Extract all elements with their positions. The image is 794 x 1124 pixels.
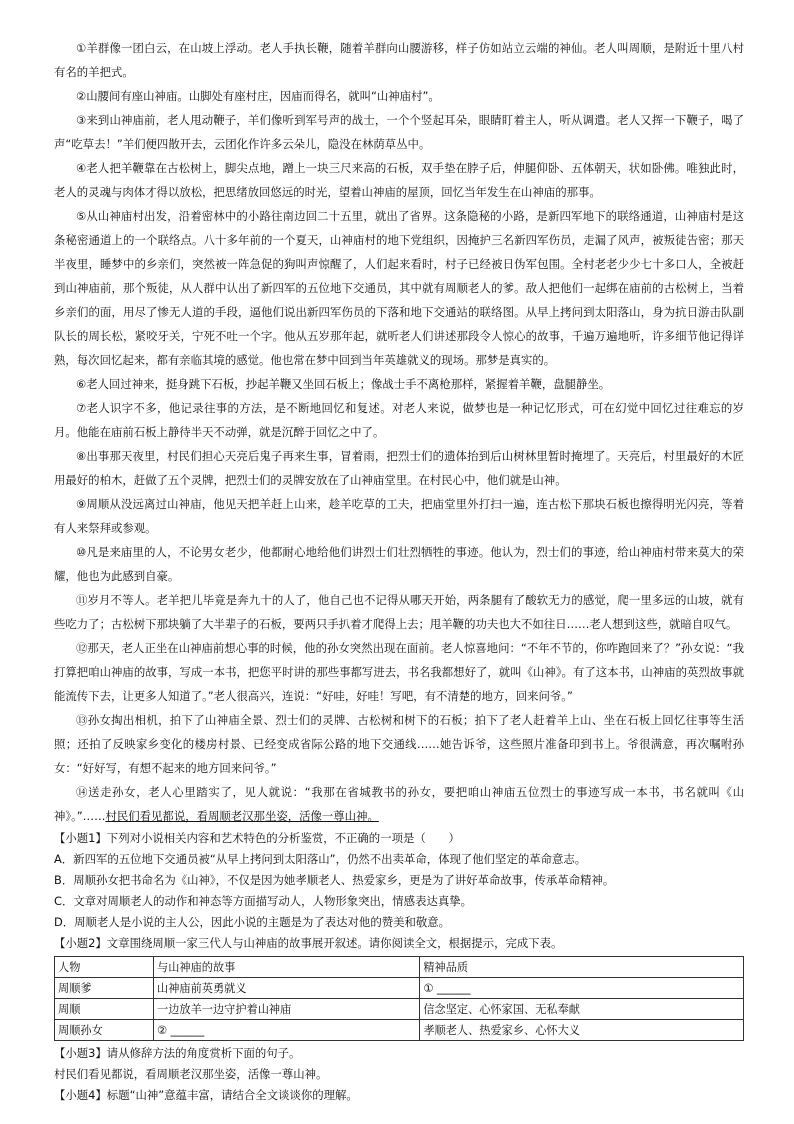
table-cell: 一边放羊一边守护着山神庙 bbox=[154, 999, 420, 1020]
table-row bbox=[55, 999, 744, 1020]
answer-blank-2[interactable]: ② ______ bbox=[154, 1020, 420, 1041]
table-cell: 周顺 bbox=[55, 999, 154, 1020]
answer-blank-1[interactable]: ① ______ bbox=[420, 978, 744, 999]
table-header-cell: 人物 bbox=[55, 957, 154, 978]
table-cell: 孝顺老人、热爱家乡、心怀大义 bbox=[420, 1020, 744, 1041]
passage-paragraph-3: ③来到山神庙前，老人甩动鞭子，羊们像听到军号声的战士，一个个竖起耳朵，眼睛盯着主人，听从调遣。老人又挥一下鞭子，喝了声“吃草去！”羊们便四散开去，云团化作许多云朵儿，隐没在林荫草丛中。 bbox=[54, 113, 744, 151]
answer-table bbox=[54, 956, 744, 1041]
table-header-cell: 精神品质 bbox=[420, 957, 744, 978]
table-row bbox=[55, 978, 744, 999]
passage-paragraph-2: ②山腰间有座山神庙。山脚处有座村庄，因庙而得名，就叫“山神庙村”。 bbox=[76, 89, 440, 103]
passage-paragraph-12: ⑫那天，老人正坐在山神庙前想心事的时候，他的孙女突然出现在面前。老人惊喜地问：“不年不节的，你咋跑回来了？”孙女说：“我打算把咱山神庙的故事，写成一本书，把您平时讲的那些事都写进去，书名我都想好了，就叫《山神》。有了这本书，山神庙的英烈故事就能流传下去，让更多人知道了。”老人很高兴，连说：“好哇，好哇！写吧，有不清楚的地方，回来问爷。” bbox=[54, 641, 744, 703]
paragraph-14-text: ⑭送走孙女，老人心里踏实了，见人就说：“我那在省城教书的孙女，要把咱山神庙五位烈士的事迹写成一本书，书名就叫《山神》。”…… bbox=[54, 785, 744, 823]
question-1-option-c[interactable]: C．文章对周顺老人的动作和神态等方面描写动人，人物形象突出，情感表达真挚。 bbox=[54, 894, 473, 908]
table-cell: 信念坚定、心怀家国、无私奉献 bbox=[420, 999, 744, 1020]
table-cell: 周顺爹 bbox=[55, 978, 154, 999]
passage-paragraph-5: ⑤从山神庙村出发，沿着密林中的小路往南边回二十五里，就出了省界。这条隐秘的小路，是新四军地下的联络通道，山神庙村是这条秘密通道上的一个联络点。八十多年前的一个夏天，山神庙村的地下党组织，因掩护三名新四军伤员，走漏了风声，被叛徒告密；那天半夜里，睡梦中的乡亲们，突然被一阵急促的狗叫声惊醒了，人们起来看时，村子已经被日伪军包围。全村老老少少七十多口人，全被赶到山神庙前，那个叛徒，从人群中认出了新四军的五位地下交通员，其中就有周顺老人的爹。敌人把他们一起绑在庙前的古松树上，当着乡亲们的面，用尽了惨无人道的手段，逼他们说出新四军伤员的下落和地下交通站的联络图。从早上拷问到太阳落山，身为抗日游击队副队长的周长松，紧咬牙关，宁死不吐一个字。他从五岁那年起，就听老人们讲述那段令人惊心的故事，千遍万遍地听，许多细节他记得详熟，每次回忆起来，都有亲临其境的感觉。他也常在梦中回到当年英雄就义的现场。那梦是真实的。 bbox=[54, 209, 744, 367]
question-1-title: 【小题1】下列对小说相关内容和艺术特色的分析鉴赏，不正确的一项是（ ） bbox=[54, 831, 460, 845]
passage-paragraph-13: ⑬孙女掏出相机，拍下了山神庙全景、烈士们的灵牌、古松树和树下的石板；拍下了老人赶着羊上山、坐在石板上回忆往事等生活照；还拍了反映家乡变化的楼房村景、已经变成省际公路的地下交通线……她告诉爷，这些照片准备印到书上。爷很满意，再次嘱咐孙女：“好好写，有想不起来的地方回来问爷。” bbox=[54, 713, 744, 775]
question-3-title: 【小题3】请从修辞方法的角度赏析下面的句子。 bbox=[54, 1046, 301, 1060]
exam-page bbox=[54, 36, 744, 1106]
passage-paragraph-6: ⑥老人回过神来，挺身跳下石板，抄起羊鞭又坐回石板上；像战士手不离枪那样，紧握着羊鞭，盘腿静坐。 bbox=[76, 377, 611, 391]
table-header-row bbox=[55, 957, 744, 978]
passage-paragraph-4: ④老人把羊鞭靠在古松树上，脚尖点地，蹭上一块三尺来高的石板，双手垫在脖子后，伸腿仰卧、五体朝天，状如卧佛。唯独此时，老人的灵魂与肉体才得以放松，把思绪放回悠远的时光，望着山神庙的屋顶，回忆当年发生在山神庙的那事。 bbox=[54, 161, 744, 199]
passage-paragraph-1: ①羊群像一团白云，在山坡上浮动。老人手执长鞭，随着羊群向山腰游移，样子仿如站立云端的神仙。老人叫周顺，是附近十里八村有名的羊把式。 bbox=[54, 41, 744, 79]
table-header-cell: 与山神庙的故事 bbox=[154, 957, 420, 978]
passage-paragraph-10: ⑩凡是来庙里的人，不论男女老少，他都耐心地给他们讲烈士们壮烈牺牲的事迹。他认为，烈士们的事迹，给山神庙村带来莫大的荣耀，他也为此感到自豪。 bbox=[54, 545, 744, 583]
passage-paragraph-8: ⑧出事那天夜里，村民们担心天亮后鬼子再来生事，冒着雨，把烈士们的遗体抬到后山树林里暂时掩埋了。天亮后，村里最好的木匠用最好的柏木，赶做了五个灵牌，把烈士们的灵牌安放在了山神庙堂里。在村民心中，他们就是山神。 bbox=[54, 449, 744, 487]
question-4-title: 【小题4】标题“山神”意蕴丰富，请结合全文谈谈你的理解。 bbox=[54, 1088, 358, 1102]
question-3-sentence: 村民们看见都说，看周顺老汉那坐姿，活像一尊山神。 bbox=[54, 1067, 328, 1081]
passage-paragraph-14 bbox=[54, 780, 744, 828]
table-row bbox=[55, 1020, 744, 1041]
underlined-sentence: 村民们看见都说，看周顺老汉那坐姿，活像一尊山神。 bbox=[105, 809, 379, 823]
question-2-title: 【小题2】文章围绕周顺一家三代人与山神庙的故事展开叙述。请你阅读全文，根据提示，完成下表。 bbox=[54, 936, 563, 950]
passage-paragraph-7: ⑦老人识字不多，他记录往事的方法，是不断地回忆和复述。对老人来说，做梦也是一种记忆形式，可在幻觉中回忆过往难忘的岁月。他能在庙前石板上静待半天不动弹，就是沉醉于回忆之中了。 bbox=[54, 401, 744, 439]
question-1-option-a[interactable]: A．新四军的五位地下交通员被“从早上拷问到太阳落山”，仍然不出卖革命，体现了他们坚定的革命意志。 bbox=[54, 852, 587, 866]
passage-paragraph-9: ⑨周顺从没远离过山神庙，他见天把羊赶上山来，趁羊吃草的工夫，把庙堂里外打扫一遍，连古松下那块石板也擦得明光闪亮，等着有人来祭拜或参观。 bbox=[54, 497, 744, 535]
table-cell: 山神庙前英勇就义 bbox=[154, 978, 420, 999]
question-1-option-d[interactable]: D．周顺老人是小说的主人公，因此小说的主题是为了表达对他的赞美和敬意。 bbox=[54, 915, 451, 929]
passage-paragraph-11: ⑪岁月不等人。老羊把儿毕竟是奔九十的人了，他自己也不记得从哪天开始，两条腿有了酸软无力的感觉，爬一里多远的山坡，就有些吃力了；古松树下那块躺了大半辈子的石板，要两只手扒着才爬得上去；甩羊鞭的功夫也大不如往日……老人想到这些，就暗自叹气。 bbox=[54, 593, 744, 631]
question-1-option-b[interactable]: B．周顺孙女把书命名为《山神》，不仅是因为她孝顺老人、热爱家乡，更是为了讲好革命故事，传承革命精神。 bbox=[54, 873, 615, 887]
table-cell: 周顺孙女 bbox=[55, 1020, 154, 1041]
